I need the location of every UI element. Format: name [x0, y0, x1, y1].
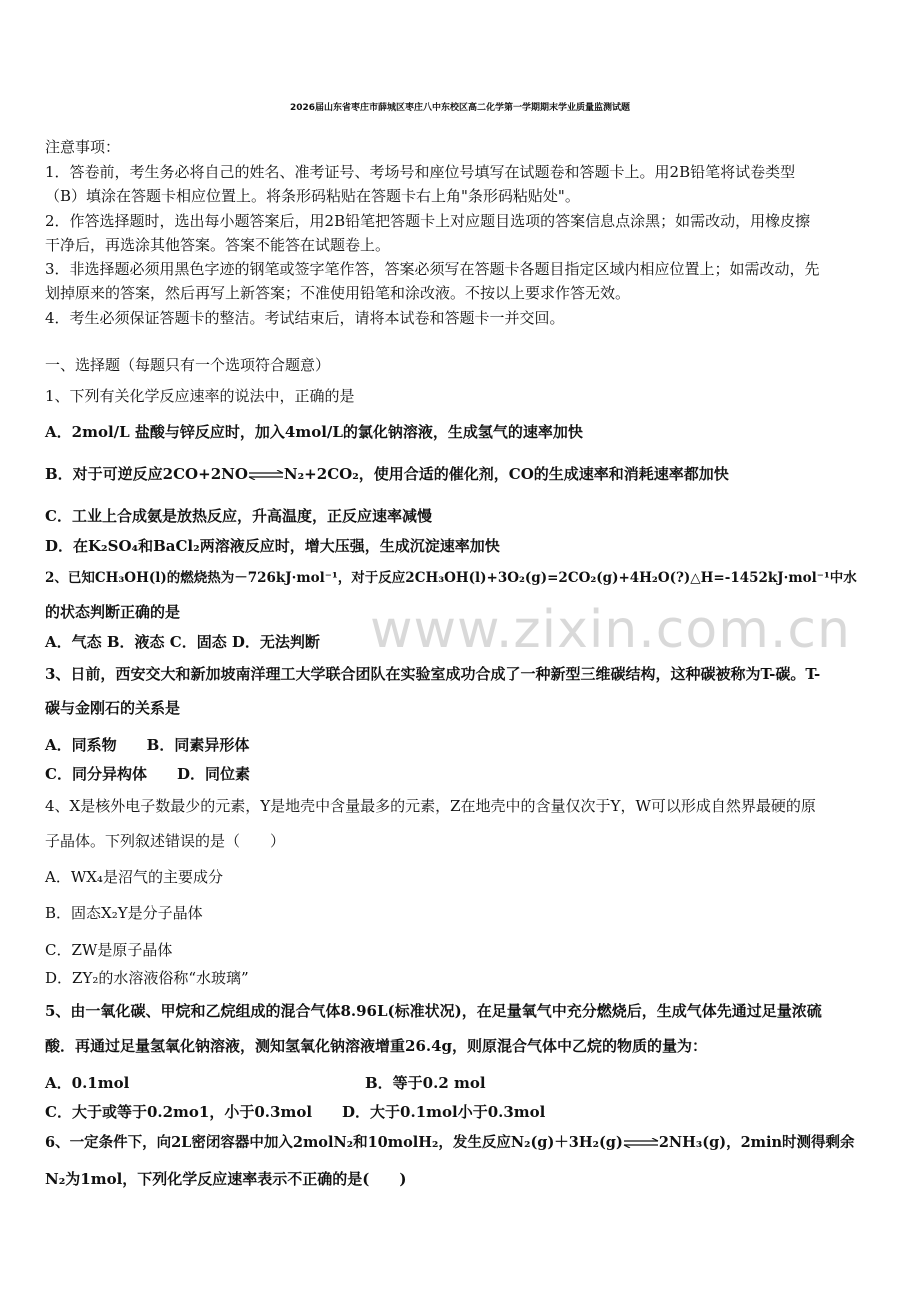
- question-3-stem: 3、日前，西安交大和新加坡南洋理工大学联合团队在实验室成功合成了一种新型三维碳结构，这种碳被称为T-碳。T-: [45, 665, 821, 683]
- question-3-options-row2: C．同分异构体 D．同位素: [45, 765, 250, 783]
- question-5-stem: 5、由一氧化碳、甲烷和乙烷组成的混合气体8.96L(标准状况)，在足量氧气中充分燃烧后，生成气体先通过足量浓硫: [45, 1002, 822, 1020]
- option-b-text-before: B．对于可逆反应2CO+2NO: [45, 465, 248, 483]
- question-5-option-b: B．等于0.2 mol: [365, 1074, 486, 1092]
- question-2-options: A．气态 B．液态 C．固态 D．无法判断: [45, 633, 320, 651]
- question-6-stem-cont: N₂为1mol，下列化学反应速率表示不正确的是( ): [45, 1170, 407, 1188]
- page-title: 2026届山东省枣庄市薛城区枣庄八中东校区高二化学第一学期期末学业质量监测试题: [289, 103, 631, 113]
- question-4-option-b: B．固态X₂Y是分子晶体: [45, 904, 203, 922]
- question-2-stem-cont: 的状态判断正确的是: [45, 603, 181, 621]
- notice-line: （B）填涂在答题卡相应位置上。将条形码粘贴在答题卡右上角"条形码粘贴处"。: [45, 187, 580, 205]
- question-4-option-a: A．WX₄是沼气的主要成分: [45, 868, 223, 886]
- question-3-stem-cont: 碳与金刚石的关系是: [45, 699, 181, 717]
- question-1-option-d: D．在K₂SO₄和BaCl₂两溶液反应时，增大压强，生成沉淀速率加快: [45, 537, 500, 555]
- notice-line: 干净后，再选涂其他答案。答案不能答在试题卷上。: [45, 236, 391, 254]
- question-4-option-d: D．ZY₂的水溶液俗称“水玻璃”: [45, 969, 249, 987]
- question-4-stem-cont: 子晶体。下列叙述错误的是（ ）: [45, 832, 286, 850]
- notice-line: 3．非选择题必须用黑色字迹的钢笔或签字笔作答，答案必须写在答题卡各题目指定区域内相应位置上；如需改动，先: [45, 260, 820, 278]
- equilibrium-arrow-icon: [248, 470, 284, 480]
- question-5-option-a: A．0.1mol: [45, 1074, 130, 1092]
- question-6-stem: [45, 1133, 855, 1153]
- notice-line: 划掉原来的答案，然后再写上新答案；不准使用铅笔和涂改液。不按以上要求作答无效。: [45, 284, 631, 302]
- notice-line: 2．作答选择题时，选出每小题答案后，用2B铅笔把答题卡上对应题目选项的答案信息点涂黑；如需改动，用橡皮擦: [45, 212, 811, 230]
- watermark: www.zixin.com.cn: [370, 600, 851, 660]
- question-1-option-b: [45, 464, 729, 484]
- question-1-option-a: A．2mol/L 盐酸与锌反应时，加入4mol/L的氯化钠溶液，生成氢气的速率加快: [45, 423, 583, 441]
- notice-heading: 注意事项：: [45, 138, 121, 156]
- question-4-option-c: C．ZW是原子晶体: [45, 941, 173, 959]
- question-5-stem-cont: 酸．再通过足量氢氧化钠溶液，测知氢氧化钠溶液增重26.4g，则原混合气体中乙烷的物质的量为：: [45, 1037, 708, 1055]
- option-b-text-after: N₂+2CO₂，使用合适的催化剂，CO的生成速率和消耗速率都加快: [283, 465, 729, 483]
- question-6-text-before: 6、一定条件下，向2L密闭容器中加入2molN₂和10molH₂，发生反应N₂(g)＋3H₂(g): [45, 1134, 623, 1151]
- question-1-stem: 1、下列有关化学反应速率的说法中，正确的是: [45, 387, 355, 405]
- question-2-stem: 2、已知CH₃OH(l)的燃烧热为－726kJ·mol⁻¹，对于反应2CH₃OH(l)+3O₂(g)=2CO₂(g)+4H₂O(?)△H=-1452kJ·mol⁻¹中水: [45, 570, 857, 586]
- question-4-stem: 4、X是核外电子数最少的元素，Y是地壳中含量最多的元素，Z在地壳中的含量仅次于Y，W可以形成自然界最硬的原: [45, 797, 816, 815]
- question-6-text-after: 2NH₃(g)，2min时测得剩余: [658, 1134, 855, 1151]
- question-1-option-c: C．工业上合成氨是放热反应，升高温度，正反应速率减慢: [45, 507, 432, 525]
- notice-line: 4．考生必须保证答题卡的整洁。考试结束后，请将本试卷和答题卡一并交回。: [45, 309, 565, 327]
- equilibrium-arrow-icon: [623, 1138, 659, 1148]
- question-3-options-row1: A．同系物 B．同素异形体: [45, 736, 250, 754]
- section-heading: 一、选择题（每题只有一个选项符合题意）: [45, 356, 331, 374]
- question-5-options-cd: C．大于或等于0.2mo1，小于0.3mol D．大于0.1mol小于0.3mol: [45, 1103, 546, 1121]
- notice-line: 1．答卷前，考生务必将自己的姓名、准考证号、考场号和座位号填写在试题卷和答题卡上。用2B铅笔将试卷类型: [45, 163, 796, 181]
